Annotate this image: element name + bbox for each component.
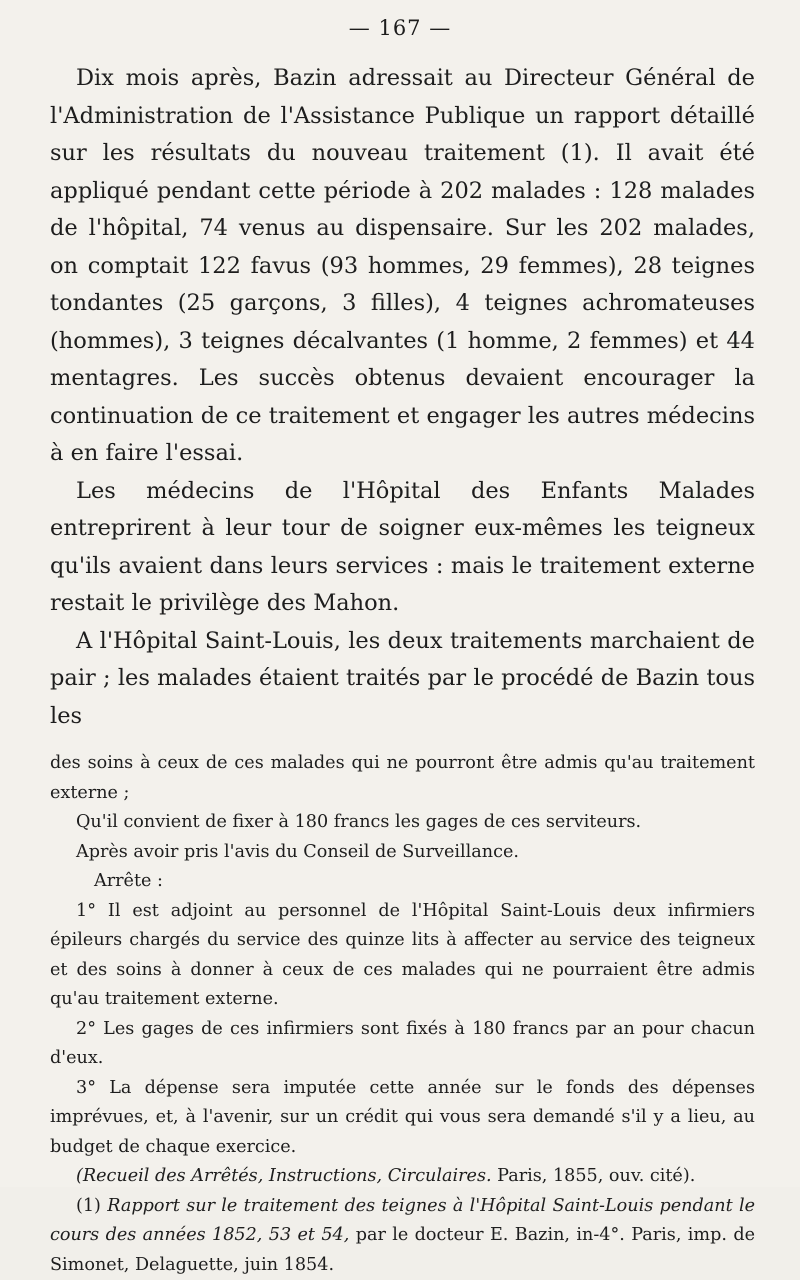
footnote-marker: (1) [76,1196,107,1216]
quote-source-plain: Paris, 1855, ouv. cité). [492,1166,696,1186]
quote-article-2: 2° Les gages de ces infirmiers sont fixés à 180 francs par an pour chacun d'eux. [50,1015,755,1074]
quote-line-2: Qu'il convient de fixer à 180 francs les gages de ces serviteurs. [50,808,755,838]
paragraph-3: A l'Hôpital Saint-Louis, les deux traitements marchaient de pair ; les malades étaient traités par le procédé de Bazin tous les [50,623,755,736]
page-number: — 167 — [0,16,800,40]
document-body [50,60,755,1280]
quote-article-1: 1° Il est adjoint au personnel de l'Hôpital Saint-Louis deux infirmiers épileurs chargés du service des quinze lits à affecter au service des teigneux et des soins à donner à ceux de ces malades qui ne pourraient être admis qu'au traitement externe. [50,897,755,1015]
quote-line-4: Arrête : [50,867,755,897]
paragraph-2: Les médecins de l'Hôpital des Enfants Malades entreprirent à leur tour de soigner eux-mêmes les teigneux qu'ils avaient dans leurs services : mais le traitement externe restait le privilège des Mahon. [50,473,755,623]
footnote-italic: Rapport sur le traitement des teignes à l'Hôpital Saint-Louis pendant le cours des années 1852, 53 et 54, [50,1196,755,1246]
quote-line-3: Après avoir pris l'avis du Conseil de Surveillance. [50,838,755,868]
quote-article-3: 3° La dépense sera imputée cette année sur le fonds des dépenses imprévues, et, à l'avenir, sur un crédit qui vous sera demandé s'il y a lieu, au budget de chaque exercice. [50,1074,755,1163]
footnote [50,1192,755,1280]
quote-source-italic: (Recueil des Arrêtés, Instructions, Circulaires. [76,1166,492,1186]
quote-source [50,1162,755,1192]
quoted-decree [50,749,755,1280]
quote-line-1: des soins à ceux de ces malades qui ne pourront être admis qu'au traitement externe ; [50,749,755,808]
footnote-plain: par le docteur E. Bazin, in-4°. Paris, imp. de Simonet, Delaguette, juin 1854. [50,1225,755,1275]
paragraph-1: Dix mois après, Bazin adressait au Directeur Général de l'Administration de l'Assistance Publique un rapport détaillé sur les résultats du nouveau traitement (1). Il avait été appliqué pendant cette période à 202 malades : 128 malades de l'hôpital, 74 venus au dispensaire. Sur les 202 malades, on comptait 122 favus (93 hommes, 29 femmes), 28 teignes tondantes (25 garçons, 3 filles), 4 teignes achromateuses (hommes), 3 teignes décalvantes (1 homme, 2 femmes) et 44 mentagres. Les succès obtenus devaient encourager la continuation de ce traitement et engager les autres médecins à en faire l'essai. [50,60,755,473]
